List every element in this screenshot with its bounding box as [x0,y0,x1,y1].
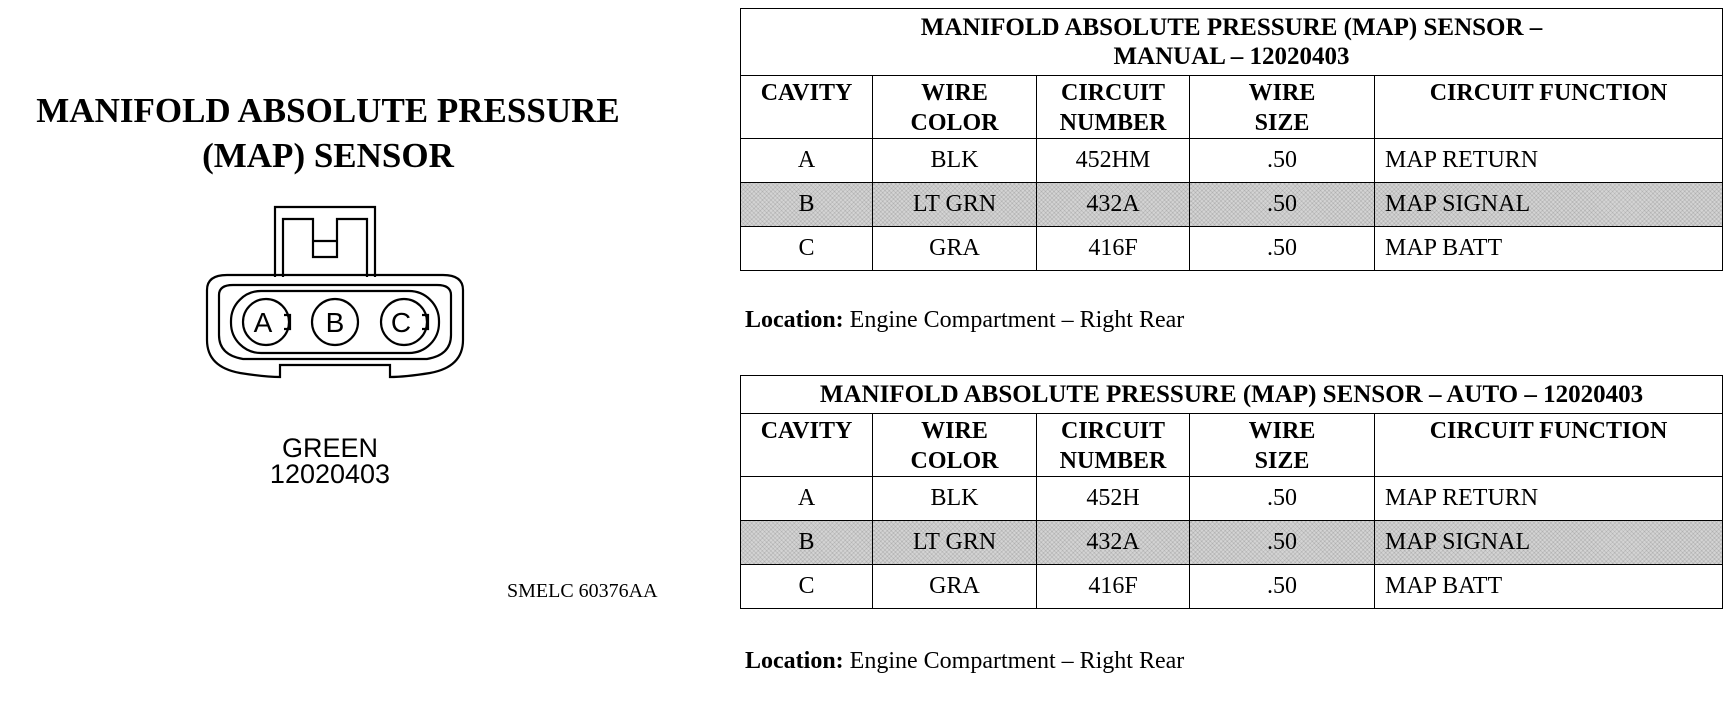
header-wire-size: WIRE SIZE [1190,76,1375,139]
table-row: A BLK 452H .50 MAP RETURN [741,477,1723,521]
sensor-title-line1: MANIFOLD ABSOLUTE PRESSURE [36,91,620,130]
location-auto: Location: Engine Compartment – Right Rear [745,648,1185,674]
table-row: C GRA 416F .50 MAP BATT [741,227,1723,271]
pinout-table-auto [740,375,1723,609]
table-row: A BLK 452HM .50 MAP RETURN [741,139,1723,183]
connector-color: GREEN [281,433,379,463]
header-wire-size: WIRE SIZE [1190,414,1375,477]
connector-part-number: 12020403 [269,459,391,489]
reference-code: SMELC 60376AA [507,580,658,602]
pin-a-label: A [253,307,273,338]
header-cavity: CAVITY [741,76,873,139]
table-title: MANIFOLD ABSOLUTE PRESSURE (MAP) SENSOR – AUTO – 12020403 [741,376,1723,414]
location-manual: Location: Engine Compartment – Right Rear [745,307,1185,333]
connector-diagram [205,205,465,395]
header-circuit-number: CIRCUIT NUMBER [1037,76,1190,139]
header-wire-color: WIRE COLOR [873,414,1037,477]
table-title: MANIFOLD ABSOLUTE PRESSURE (MAP) SENSOR – MANUAL – 12020403 [741,9,1723,76]
pinout-table-manual [740,8,1723,271]
table-row: B LT GRN 432A .50 MAP SIGNAL [741,183,1723,227]
header-cavity: CAVITY [741,414,873,477]
pin-c-label: C [390,307,412,338]
header-wire-color: WIRE COLOR [873,76,1037,139]
header-circuit-number: CIRCUIT NUMBER [1037,414,1190,477]
pin-b-label: B [325,307,345,338]
sensor-title [0,88,656,178]
sensor-title-line2: (MAP) SENSOR [202,136,454,175]
table-header-row [741,414,1723,477]
table-header-row [741,76,1723,139]
header-circuit-function: CIRCUIT FUNCTION [1375,414,1723,477]
connector-label [180,435,480,487]
table-row: C GRA 416F .50 MAP BATT [741,565,1723,609]
header-circuit-function: CIRCUIT FUNCTION [1375,76,1723,139]
table-row: B LT GRN 432A .50 MAP SIGNAL [741,521,1723,565]
